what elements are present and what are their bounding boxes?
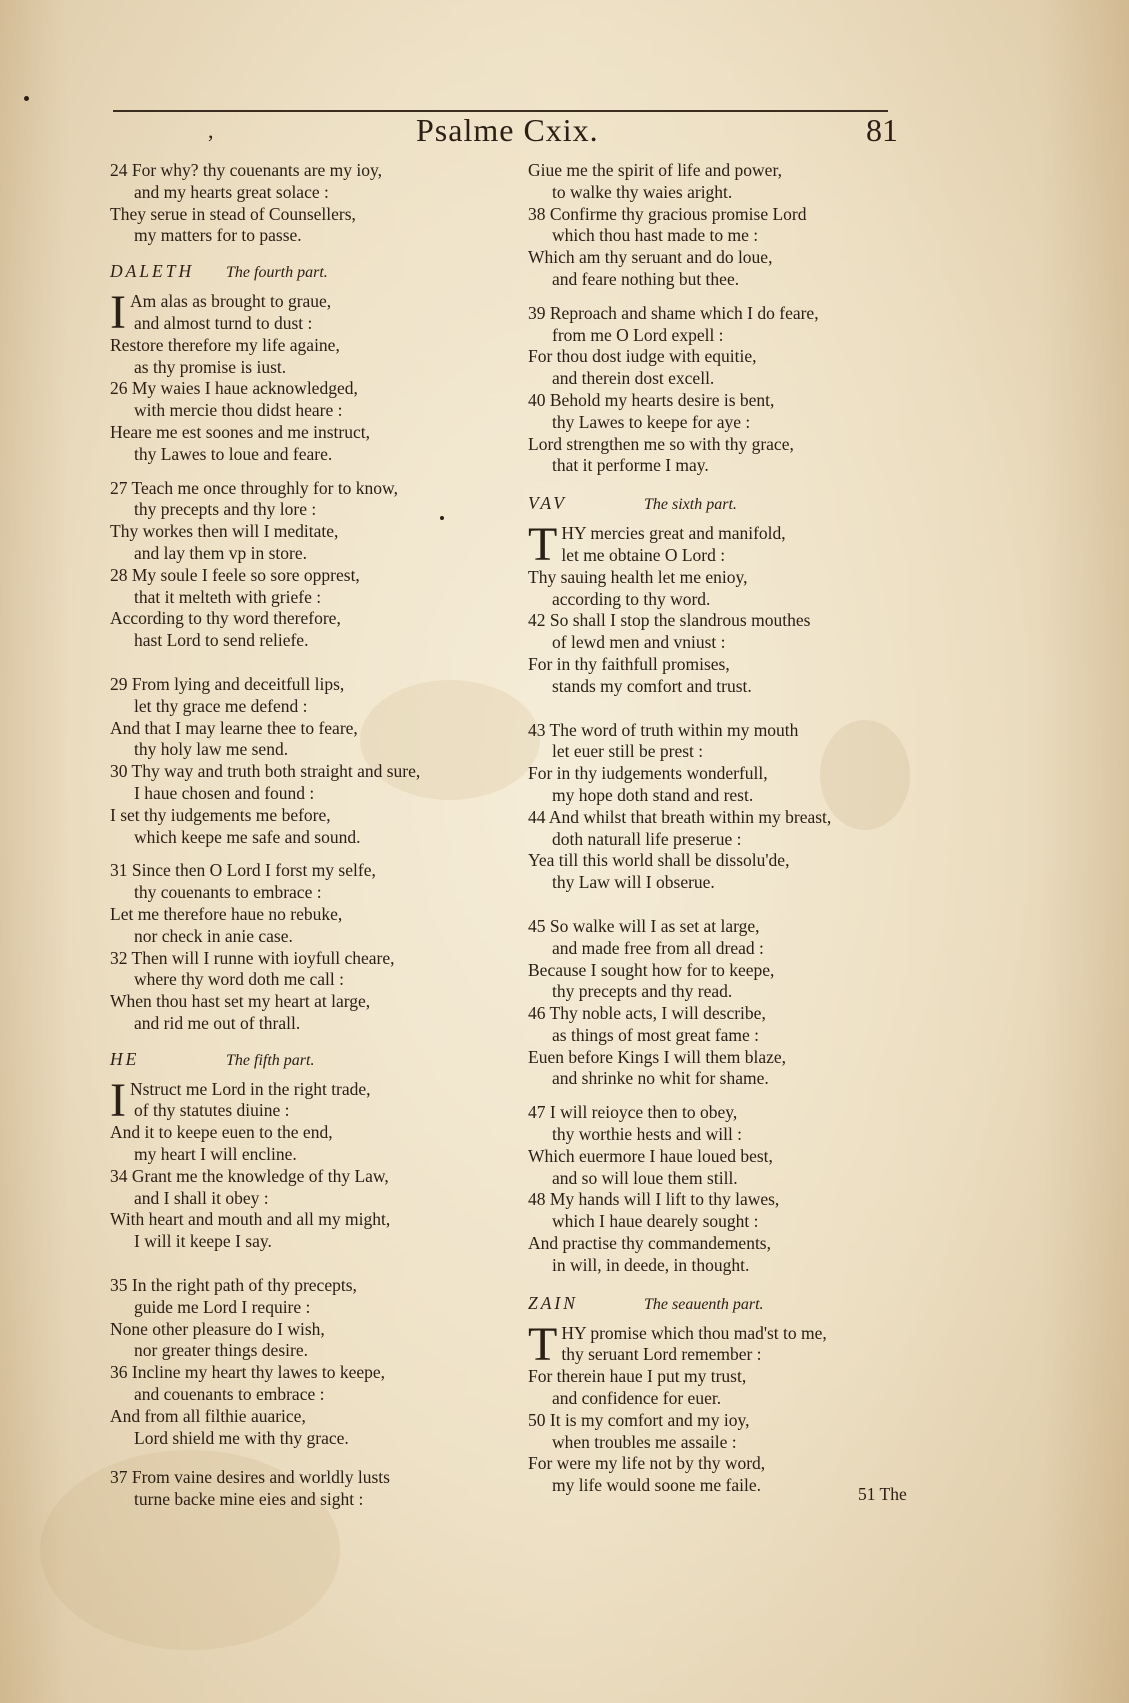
verse-line: 45 So walke will I as set at large, (528, 915, 760, 936)
verse-line: 48 My hands will I lift to thy lawes, (528, 1189, 780, 1210)
verse-line: thy worthie hests and will : (552, 1124, 743, 1145)
verse-block (110, 674, 490, 848)
verse-line: Which euermore I haue loued best, (528, 1145, 773, 1166)
section-heading-he (110, 1047, 490, 1073)
verse-block (528, 160, 908, 291)
verse-block (110, 1073, 490, 1253)
verse-line: and feare nothing but thee. (552, 268, 740, 289)
verse-line: With heart and mouth and all my might, (110, 1209, 391, 1230)
left-column (110, 160, 490, 1523)
ink-speck (24, 96, 29, 101)
verse-line: as thy promise is iust. (134, 356, 287, 377)
verse-line: Am alas as brought to graue, (129, 291, 332, 312)
verse-line: When thou hast set my heart at large, (110, 991, 371, 1012)
section-heading-vau (528, 491, 908, 517)
drop-capital: T (528, 1317, 558, 1371)
verse-line: 40 Behold my hearts desire is bent, (528, 389, 775, 410)
verse-block (110, 860, 490, 1034)
verse-line: my life would soone me faile. (552, 1475, 761, 1496)
drop-capital: T (528, 518, 558, 572)
verse-line: 32 Then will I runne with ioyfull cheare, (110, 947, 395, 968)
running-head-mark: , (208, 118, 214, 143)
verse-line: stands my comfort and trust. (552, 675, 752, 696)
verse-line: let me obtaine O Lord : (561, 544, 726, 565)
verse-line: 30 Thy way and truth both straight and sure, (110, 761, 421, 782)
verse-line: thy precepts and thy read. (552, 981, 733, 1002)
verse-line: Thy workes then will I meditate, (110, 521, 339, 542)
verse-block (528, 303, 908, 477)
verse-line: 44 And whilst that breath within my breast, (528, 806, 832, 827)
verse-line: and so will loue them still. (552, 1167, 738, 1188)
verse-line: that it melteth with griefe : (134, 586, 322, 607)
verse-line: which thou hast made to me : (552, 225, 759, 246)
verse-line: 39 Reproach and shame which I do feare, (528, 302, 819, 323)
running-head (0, 112, 1129, 154)
part-label: The seauenth part. (644, 1295, 764, 1313)
verse-line: and made free from all dread : (552, 937, 764, 958)
right-column (528, 160, 908, 1509)
verse-line: thy couenants to embrace : (134, 882, 322, 903)
verse-line: my hope doth stand and rest. (552, 784, 754, 805)
verse-line: 50 It is my comfort and my ioy, (528, 1409, 750, 1430)
verse-line: 37 From vaine desires and worldly lusts (110, 1467, 390, 1488)
verse-line: 47 I will reioyce then to obey, (528, 1102, 738, 1123)
verse-line: Yea till this world shall be dissolu'de, (528, 850, 790, 871)
verse-line: according to thy word. (552, 588, 711, 609)
part-label: The fourth part. (226, 264, 328, 282)
verse-line: 42 So shall I stop the slandrous mouthes (528, 610, 811, 631)
verse-line: as things of most great fame : (552, 1024, 760, 1045)
verse-line: my matters for to passe. (134, 225, 302, 246)
verse-block (528, 916, 908, 1090)
verse-line: thy Lawes to loue and feare. (134, 443, 333, 464)
verse-line: thy holy law me send. (134, 739, 289, 760)
verse-line: and couenants to embrace : (134, 1384, 325, 1405)
verse-line: and therein dost excell. (552, 368, 715, 389)
drop-capital: I (110, 286, 126, 340)
verse-line: Restore therefore my life againe, (110, 334, 340, 355)
hebrew-letter-name: DALETH (110, 261, 195, 282)
verse-block (110, 1467, 490, 1511)
verse-line: Lord shield me with thy grace. (134, 1427, 349, 1448)
verse-line: For in thy faithfull promises, (528, 653, 730, 674)
verse-line: 28 My soule I feele so sore opprest, (110, 564, 360, 585)
verse-block (528, 720, 908, 894)
verse-line: of thy statutes diuine : (134, 1100, 290, 1121)
verse-line: 34 Grant me the knowledge of thy Law, (110, 1165, 389, 1186)
verse-block (528, 518, 908, 697)
verse-line: 29 From lying and deceitfull lips, (110, 673, 345, 694)
verse-line: For in thy iudgements wonderfull, (528, 763, 768, 784)
verse-line: And it to keepe euen to the end, (110, 1122, 333, 1143)
verse-line: in will, in deede, in thought. (552, 1254, 750, 1275)
section-heading-daleth (110, 259, 490, 285)
running-head-title: Psalme Cxix. (416, 112, 599, 148)
hebrew-letter-name: HE (110, 1048, 140, 1069)
verse-line: 27 Teach me once throughly for to know, (110, 477, 398, 498)
verse-line: when troubles me assaile : (552, 1431, 737, 1452)
verse-line: and my hearts great solace : (134, 181, 329, 202)
verse-line: 35 In the right path of thy precepts, (110, 1275, 357, 1296)
page-number: 81 (866, 112, 898, 148)
verse-line: and confidence for euer. (552, 1388, 722, 1409)
verse-line: Euen before Kings I will them blaze, (528, 1046, 787, 1067)
verse-line: 38 Confirme thy gracious promise Lord (528, 203, 807, 224)
part-label: The fifth part. (226, 1051, 315, 1069)
verse-line: I set thy iudgements me before, (110, 804, 331, 825)
verse-line: and shrinke no whit for shame. (552, 1068, 769, 1089)
verse-line: 24 For why? thy couenants are my ioy, (110, 160, 383, 180)
verse-line: They serue in stead of Counsellers, (110, 203, 356, 224)
verse-line: with mercie thou didst heare : (134, 400, 343, 421)
verse-line: of lewd men and vniust : (552, 632, 726, 653)
verse-line: thy precepts and thy lore : (134, 499, 317, 520)
verse-line: thy seruant Lord remember : (561, 1344, 762, 1365)
hebrew-letter-name: VAV (528, 493, 567, 514)
verse-line: For therein haue I put my trust, (528, 1366, 747, 1387)
verse-block (110, 478, 490, 652)
verse-line: And from all filthie auarice, (110, 1405, 306, 1426)
verse-line: Thy sauing health let me enioy, (528, 566, 748, 587)
verse-block (528, 1317, 908, 1497)
verse-line: guide me Lord I require : (134, 1296, 311, 1317)
verse-line: from me O Lord expell : (552, 324, 724, 345)
verse-line: and rid me out of thrall. (134, 1012, 301, 1033)
verse-line: 36 Incline my heart thy lawes to keepe, (110, 1362, 386, 1383)
verse-line: Heare me est soones and me instruct, (110, 421, 370, 442)
verse-line: and lay them vp in store. (134, 542, 308, 563)
verse-block (110, 286, 490, 465)
verse-line: turne backe mine eies and sight : (134, 1489, 364, 1510)
verse-block (110, 160, 490, 247)
verse-line: let thy grace me defend : (134, 695, 308, 716)
verse-line: HY mercies great and manifold, (561, 523, 786, 544)
verse-line: and I shall it obey : (134, 1187, 269, 1208)
verse-line: doth naturall life preserue : (552, 828, 742, 849)
verse-line: let euer still be prest : (552, 741, 704, 762)
verse-line: 46 Thy noble acts, I will describe, (528, 1003, 766, 1024)
verse-line: Lord strengthen me so with thy grace, (528, 433, 794, 454)
verse-line: 26 My waies I haue acknowledged, (110, 378, 358, 399)
verse-line: Because I sought how for to keepe, (528, 959, 775, 980)
verse-line: and almost turnd to dust : (134, 312, 313, 333)
verse-line: nor check in anie case. (134, 925, 293, 946)
verse-line: hast Lord to send reliefe. (134, 630, 309, 651)
verse-line: thy Law will I obserue. (552, 872, 715, 893)
verse-line: thy Lawes to keepe for aye : (552, 411, 751, 432)
verse-line: HY promise which thou mad'st to me, (561, 1322, 827, 1343)
verse-line: Which am thy seruant and do loue, (528, 247, 773, 268)
verse-line: And that I may learne thee to feare, (110, 717, 358, 738)
catchword: 51 The (858, 1484, 907, 1504)
verse-block (110, 1275, 490, 1449)
verse-line: my heart I will encline. (134, 1144, 297, 1165)
verse-line: 31 Since then O Lord I forst my selfe, (110, 860, 376, 881)
verse-line: that it performe I may. (552, 455, 709, 476)
verse-line: Let me therefore haue no rebuke, (110, 903, 343, 924)
verse-line: For were my life not by thy word, (528, 1453, 766, 1474)
verse-line: None other pleasure do I wish, (110, 1318, 325, 1339)
verse-line: which I haue dearely sought : (552, 1211, 759, 1232)
verse-line: where thy word doth me call : (134, 969, 344, 990)
verse-line: which keepe me safe and sound. (134, 826, 361, 847)
verse-line: And practise thy commandements, (528, 1233, 771, 1254)
verse-line: I haue chosen and found : (134, 782, 315, 803)
verse-line: For thou dost iudge with equitie, (528, 346, 757, 367)
verse-block (528, 1102, 908, 1276)
verse-line: According to thy word therefore, (110, 608, 341, 629)
verse-line: I will it keepe I say. (134, 1231, 272, 1252)
section-heading-zain (528, 1291, 908, 1317)
hebrew-letter-name: ZAIN (528, 1292, 578, 1313)
verse-line: Nstruct me Lord in the right trade, (129, 1078, 371, 1099)
part-label: The sixth part. (644, 496, 737, 514)
verse-line: nor greater things desire. (134, 1340, 308, 1361)
verse-line: 43 The word of truth within my mouth (528, 719, 799, 740)
drop-capital: I (110, 1073, 126, 1127)
verse-line: Giue me the spirit of life and power, (528, 160, 782, 180)
verse-line: to walke thy waies aright. (552, 181, 733, 202)
